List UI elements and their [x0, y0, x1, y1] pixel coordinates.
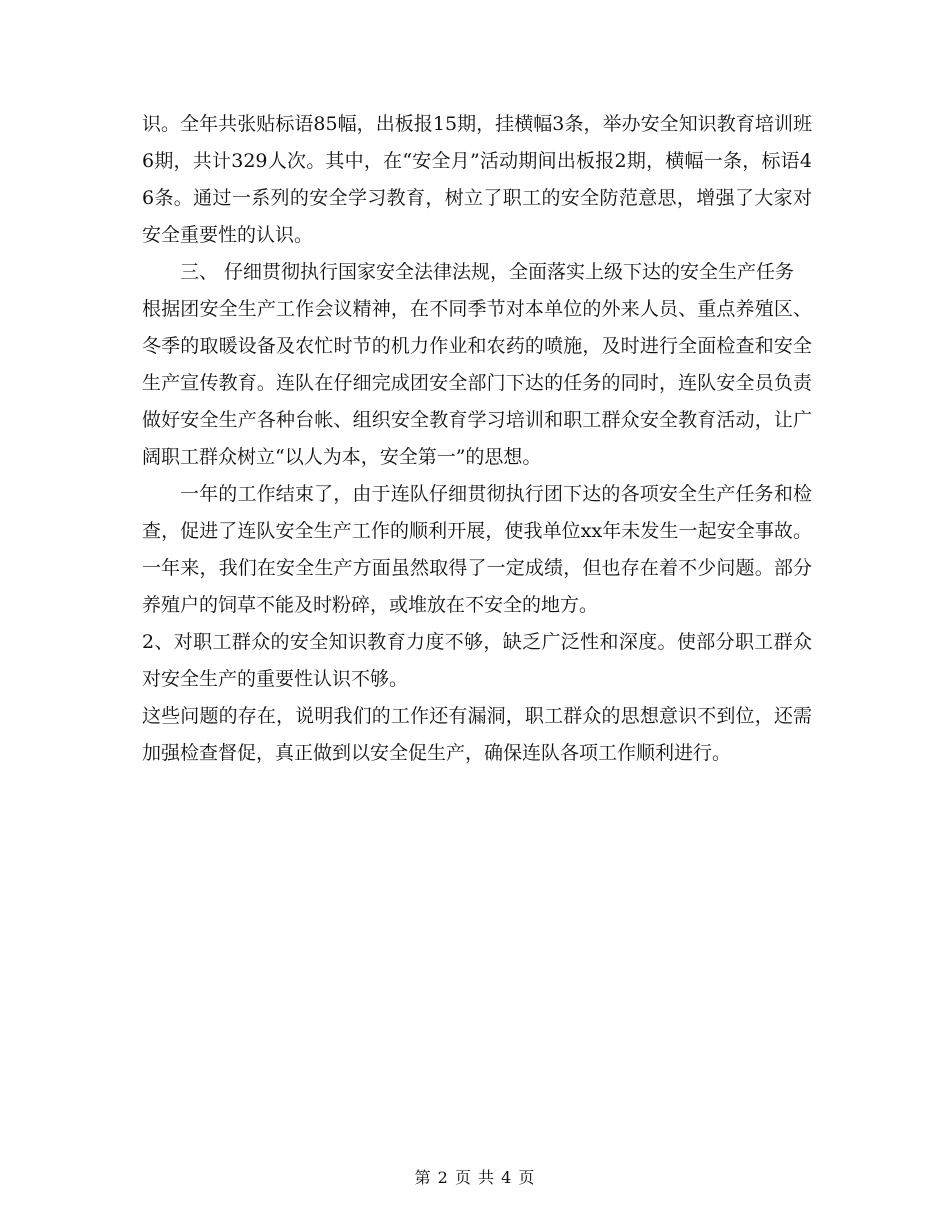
- paragraph-4: 这些问题的存在，说明我们的工作还有漏洞，职工群众的思想意识不到位，还需加强检查督促，真正做到以安全促生产，确保连队各项工作顺利进行。: [142, 705, 812, 764]
- page-number-footer: 第 2 页 共 4 页: [414, 1168, 536, 1187]
- paragraph-1: 识。全年共张贴标语85幅，出板报15期，挂横幅3条，举办安全知识教育培训班6期，共计329人次。其中，在“安全月”活动期间出板报2期，横幅一条，标语46条。通过一系列的安全学习教育，树立了职工的安全防范意思，增强了大家对安全重要性的认识。: [142, 113, 812, 246]
- paragraph-3: 一年的工作结束了，由于连队仔细贯彻执行团下达的各项安全生产任务和检查，促进了连队安全生产工作的顺利开展，使我单位xx年未发生一起安全事故。一年来，我们在安全生产方面虽然取得了一定成绩，但也存在着不少问题。部分养殖户的饲草不能及时粉碎，或堆放在不安全的地方。: [142, 483, 812, 616]
- list-item-2: 2、对职工群众的安全知识教育力度不够，缺乏广泛性和深度。使部分职工群众对安全生产的重要性认识不够。: [142, 631, 812, 690]
- section-heading-3: 三、 仔细贯彻执行国家安全法律法规，全面落实上级下达的安全生产任务: [180, 261, 795, 283]
- document-body: [142, 106, 812, 772]
- paragraph-2: 根据团安全生产工作会议精神，在不同季节对本单位的外来人员、重点养殖区、冬季的取暖设备及农忙时节的机力作业和农药的喷施，及时进行全面检查和安全生产宣传教育。连队在仔细完成团安全部门下达的任务的同时，连队安全员负责做好安全生产各种台帐、组织安全教育学习培训和职工群众安全教育活动，让广阔职工群众树立“以人为本，安全第一”的思想。: [142, 298, 812, 468]
